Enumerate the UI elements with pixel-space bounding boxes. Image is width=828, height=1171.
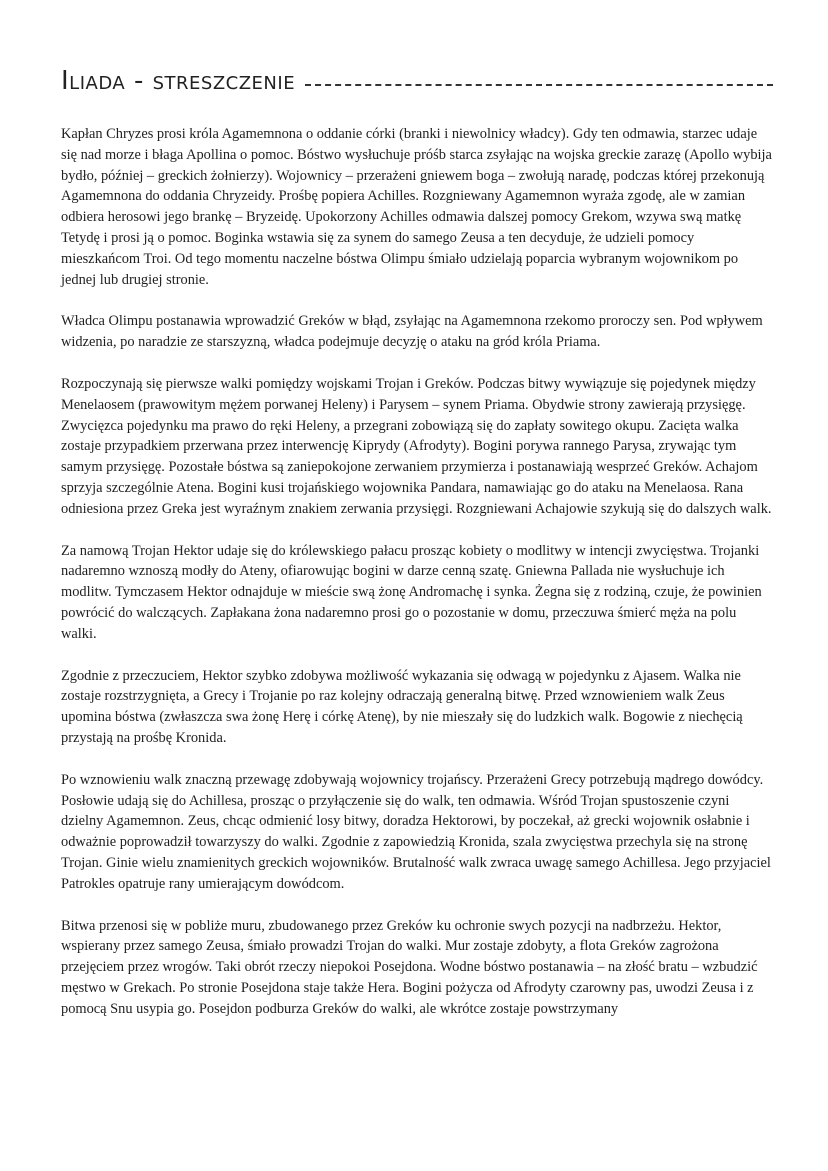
paragraph-4: Za namową Trojan Hektor udaje się do królewskiego pałacu prosząc kobiety o modlitwy w intencji zwycięstwa. Trojanki nadaremno wznoszą modły do Ateny, ofiarowując bogini w darze cenną szatę. Gniewna Pallada nie wysłuchuje ich modlitw. Tymczasem Hektor odnajduje w mieście swą żonę Andromachę i synka. Żegna się z rodziną, czuje, że powinien powrócić do walczących. Zapłakana żona nadaremno prosi go o pozostanie w domu, przeczuwa śmierć męża na polu walki.: [61, 542, 762, 642]
title-dashed-rule: [305, 84, 773, 86]
paragraph-2: Władca Olimpu postanawia wprowadzić Greków w błąd, zsyłając na Agamemnona rzekomo proroczy sen. Pod wpływem widzenia, po naradzie ze starszyzną, władca podejmuje decyzję o ataku na gród króla Priama.: [61, 313, 763, 351]
paragraph-5: Zgodnie z przeczuciem, Hektor szybko zdobywa możliwość wykazania się odwagą w pojedynku z Ajasem. Walka nie zostaje rozstrzygnięta, a Grecy i Trojanie po raz kolejny odraczają generalną bitwę. Przed wznowieniem walk Zeus upomina bóstwa (zwłaszcza swa żonę Herę i córkę Atenę), by nie mieszały się do ludzkich walk. Bogowie z niechęcią przystają na prośbę Kronida.: [61, 667, 743, 746]
document-page: [61, 58, 773, 1040]
paragraph-7: Bitwa przenosi się w pobliże muru, zbudowanego przez Greków ku ochronie swych pozycji na nadbrzeżu. Hektor, wspierany przez samego Zeusa, śmiało prowadzi Trojan do walki. Mur zostaje zdobyty, a flota Greków zagrożona przejęciem przez wrogów. Taki obrót rzeczy niepokoi Posejdona. Wodne bóstwo postanawia – na złość bratu – wzbudzić męstwo w Grekach. Po stronie Posejdona staje także Hera. Bogini pożycza od Afrodyty czarowny pas, uwodzi Zeusa i z pomocą Snu usypia go. Posejdon podburza Greków do walki, ale wkrótce zostaje powstrzymany: [61, 917, 758, 1017]
paragraph-6: Po wznowieniu walk znaczną przewagę zdobywają wojownicy trojańscy. Przerażeni Grecy potrzebują mądrego dowódcy. Posłowie udają się do Achillesa, prosząc o przyłączenie się do walk, ten odmawia. Wśród Trojan spustoszenie czyni dzielny Agamemnon. Zeus, chcąc odmienić losy bitwy, doradza Hektorowi, by poczekał, aż grecki wojownik osłabnie i odważnie poprowadził towarzyszy do walki. Zgodnie z zapowiedzią Kronida, szala zwycięstwa przechyla się na stronę Trojan. Ginie wielu znamienitych greckich wojowników. Brutalność walk zwraca uwagę samego Achillesa. Jego przyjaciel Patrokles opatruje rany umierającym dowódcom.: [61, 771, 771, 892]
title-row: [61, 58, 773, 98]
paragraph-1: Kapłan Chryzes prosi króla Agamemnona o oddanie córki (branki i niewolnicy władcy). Gdy ten odmawia, starzec udaje się nad morze i błaga Apollina o pomoc. Bóstwo wysłuchuje próśb starca zsyłając na wojska greckie zarazę (Apollo wybija bydło, później – greckich żołnierzy). Wojownicy – przerażeni gniewem boga – zwołują naradę, podczas której przekonują Agamemnona do oddania Chryzeidy. Prośbę popiera Achilles. Rozgniewany Agamemnon wyraża zgodę, ale w zamian odbiera herosowi jego brankę – Bryzeidę. Upokorzony Achilles odmawia dalszej pomocy Grekom, wzywa swą matkę Tetydę i prosi ją o pomoc. Boginka wstawia się za synem do samego Zeusa a ten decyduje, że udzieli pomocy mieszkańcom Troi. Od tego momentu naczelne bóstwa Olimpu śmiało udzielają poparcia wybranym wojownikom po jednej lub drugiej stronie.: [61, 126, 772, 288]
paragraph-3: Rozpoczynają się pierwsze walki pomiędzy wojskami Trojan i Greków. Podczas bitwy wywiązuje się pojedynek między Menelaosem (prawowitym mężem porwanej Heleny) i Parysem – synem Priama. Obydwie strony zawierają przysięgę. Zwycięzca pojedynku ma prawo do ręki Heleny, a przegrani zobowiązą się do zapłaty sowitego okupu. Zacięta walka zostaje przypadkiem przerwana przez interwencję Kiprydy (Afrodyty). Bogini porywa rannego Parysa, zrywając tym samym przysięgę. Pozostałe bóstwa są zaniepokojone zerwaniem przymierza i postanawiają wesprzeć Greków. Achajom sprzyja szczególnie Atena. Bogini kusi trojańskiego wojownika Pandara, namawiając go do ataku na Menelaosa. Rana odniesiona przez Greka jest wyraźnym znakiem zerwania przysięgi. Rozgniewani Achajowie szykują się do dalszych walk.: [61, 375, 772, 517]
page-title: Iliada - streszczenie: [61, 66, 296, 96]
